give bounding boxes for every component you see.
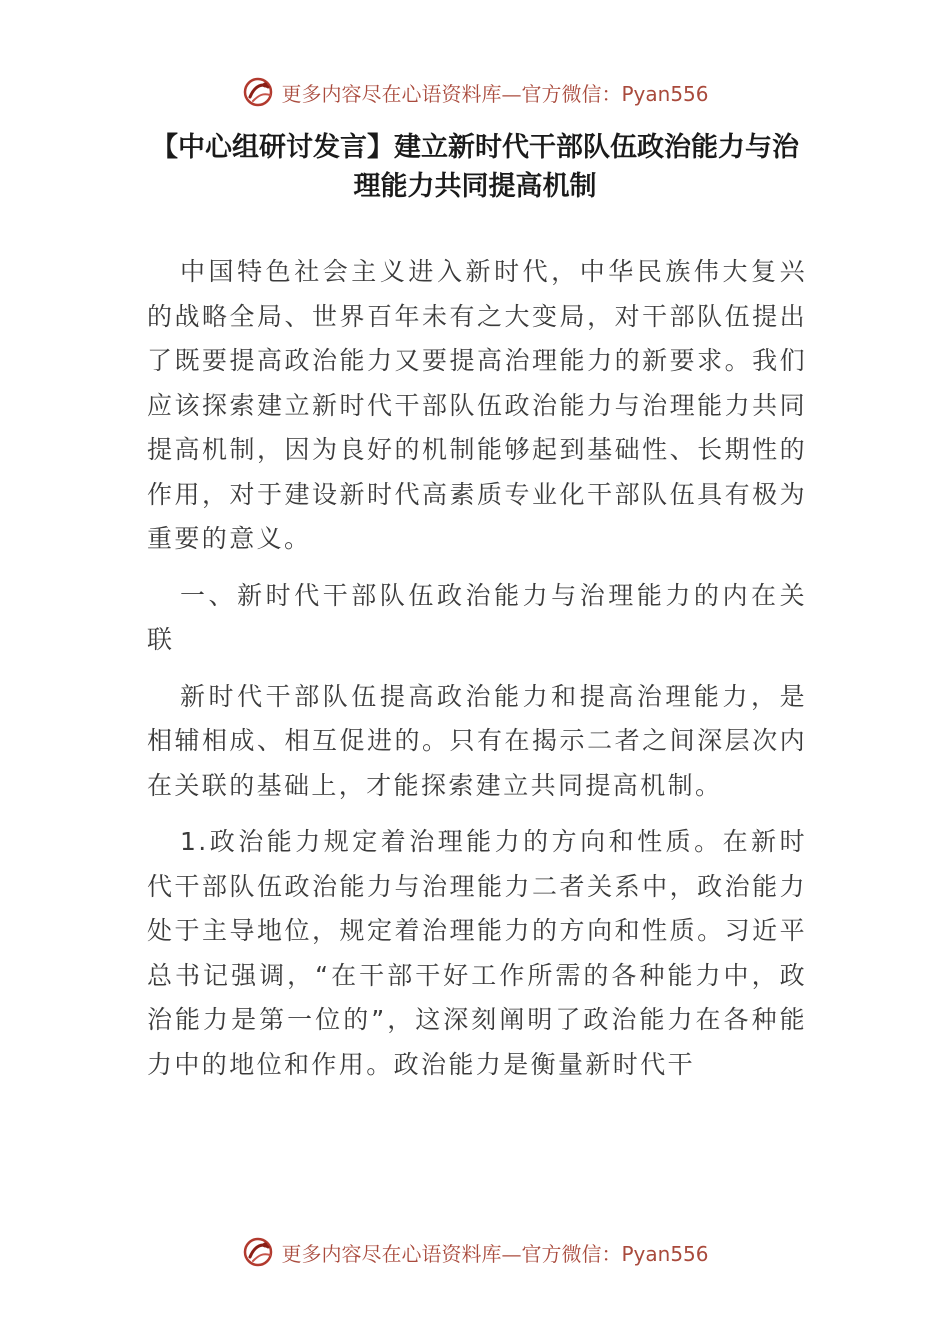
brand-logo-icon — [241, 1235, 275, 1269]
footer-wechat-id: Pyan556 — [621, 1241, 709, 1266]
brand-logo-icon — [241, 75, 275, 109]
header-banner — [0, 72, 950, 112]
document-body — [147, 250, 807, 1099]
paragraph-section-1: 新时代干部队伍提高政治能力和提高治理能力，是相辅相成、相互促进的。只有在揭示二者之间深层次内在关联的基础上，才能探索建立共同提高机制。 — [147, 681, 807, 800]
document-title: 【中心组研讨发言】建立新时代干部队伍政治能力与治理能力共同提高机制 — [151, 132, 799, 202]
paragraph-point-1: 1.政治能力规定着治理能力的方向和性质。在新时代干部队伍政治能力与治理能力二者关系中，政治能力处于主导地位，规定着治理能力的方向和性质。习近平总书记强调，“在干部干好工作所需的各种能力中，政治能力是第一位的”，这深刻阐明了政治能力在各种能力中的地位和作用。政治能力是衡量新时代干 — [147, 827, 807, 1079]
paragraph-intro: 中国特色社会主义进入新时代，中华民族伟大复兴的战略全局、世界百年未有之大变局，对干部队伍提出了既要提高政治能力又要提高治理能力的新要求。我们应该探索建立新时代干部队伍政治能力与治理能力共同提高机制，因为良好的机制能够起到基础性、长期性的作用，对于建设新时代高素质专业化干部队伍具有极为重要的意义。 — [147, 257, 807, 553]
footer-banner-text: 更多内容尽在心语资料库—官方微信：Pyan556 — [281, 1241, 709, 1266]
header-wechat-id: Pyan556 — [621, 81, 709, 106]
header-banner-text: 更多内容尽在心语资料库—官方微信：Pyan556 — [281, 81, 709, 106]
section-heading-1: 一、新时代干部队伍政治能力与治理能力的内在关联 — [147, 580, 807, 654]
footer-banner — [0, 1232, 950, 1272]
